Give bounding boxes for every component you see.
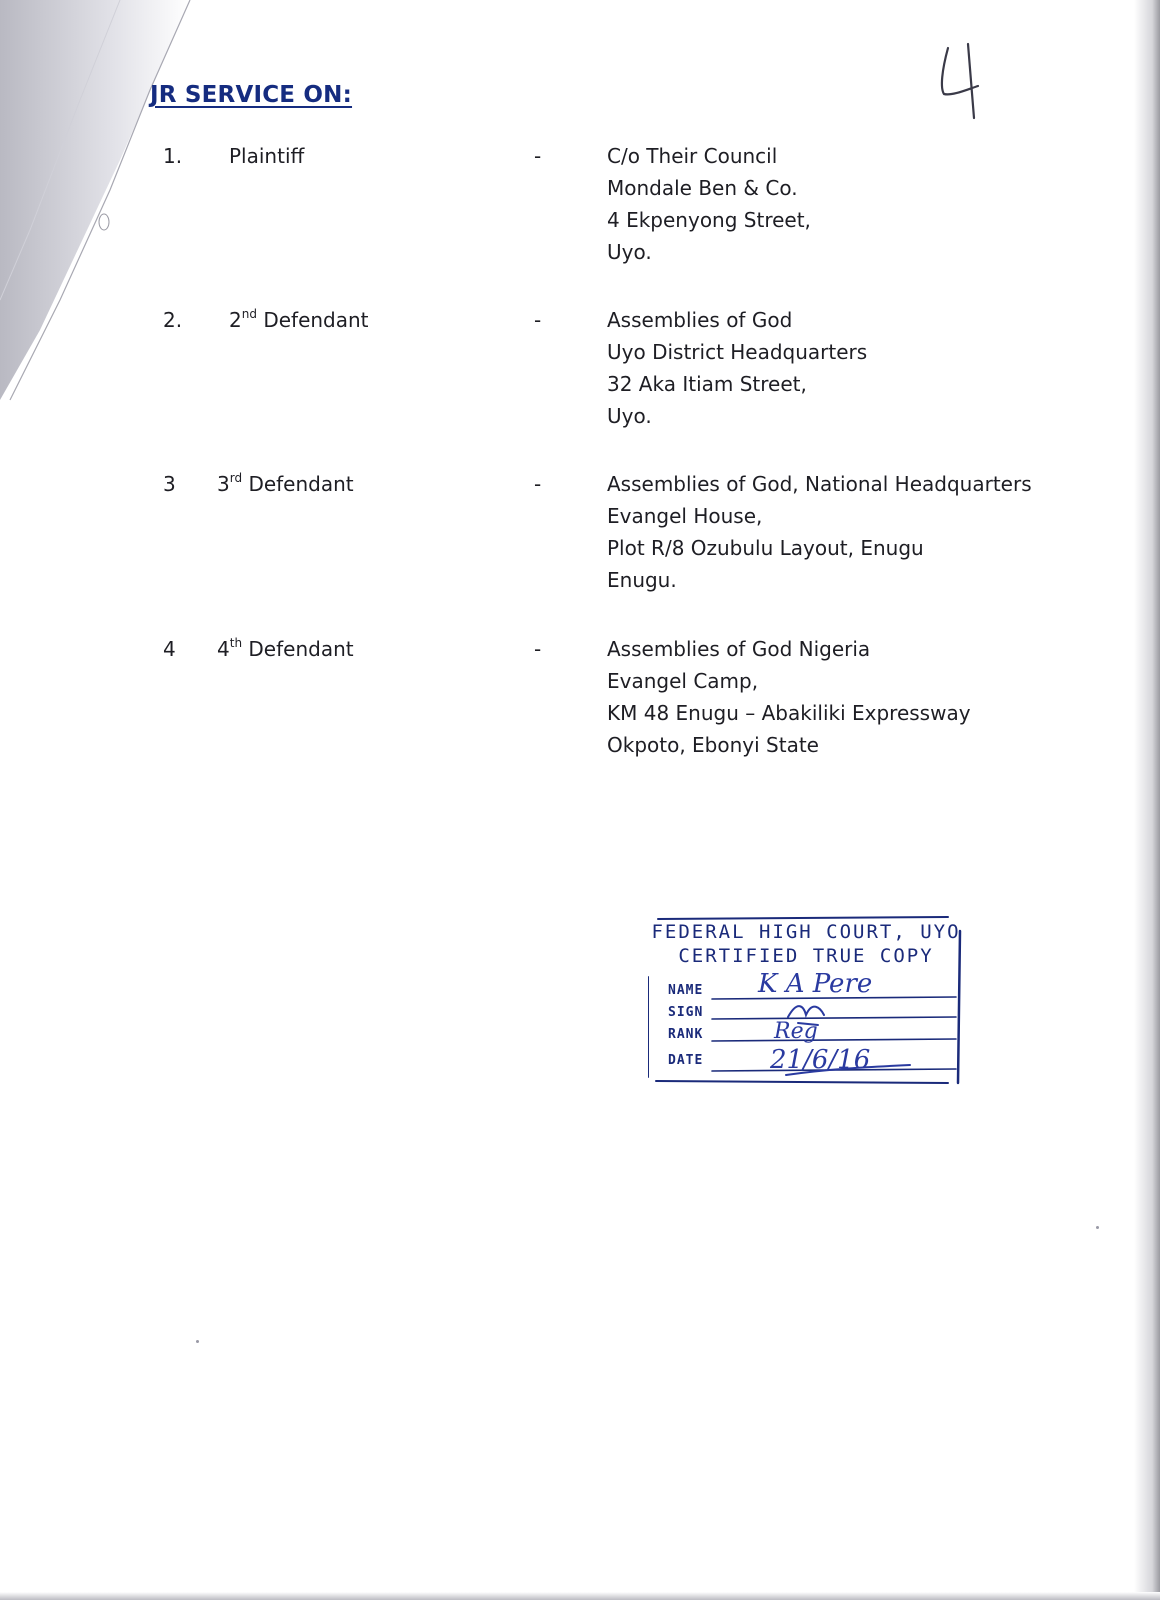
scan-fold-shadow (0, 0, 220, 420)
party-label: Plaintiff (229, 144, 305, 168)
address-line: Assemblies of God (607, 308, 793, 332)
scan-speck (196, 1340, 199, 1343)
stamp-line-court: FEDERAL HIGH COURT, UYO (651, 921, 961, 943)
scan-bottom-edge (0, 1592, 1160, 1600)
address-line: Plot R/8 Ozubulu Layout, Enugu (607, 536, 924, 560)
address-line: KM 48 Enugu – Abakiliki Expressway (607, 701, 971, 725)
entry-number: 2. (163, 308, 183, 332)
party-label: 4th Defendant (217, 636, 354, 661)
entry-dash: - (534, 637, 542, 661)
party-label: 3rd Defendant (217, 471, 354, 496)
address-block (607, 140, 811, 268)
address-line: Mondale Ben & Co. (607, 176, 798, 200)
stamp-line-certified: CERTIFIED TRUE COPY (678, 945, 934, 967)
address-line: Evangel Camp, (607, 669, 759, 693)
stamp-rank-value: Reg (774, 1019, 818, 1044)
certified-copy-stamp (648, 915, 964, 1085)
entry-number: 1. (163, 144, 183, 168)
stamp-name-signature: K A Pere (758, 969, 873, 999)
address-line: 32 Aka Itiam Street, (607, 372, 807, 396)
stamp-label-date: DATE (668, 1053, 704, 1068)
entry-dash: - (534, 308, 542, 332)
address-block (607, 468, 1032, 596)
address-line: Uyo District Headquarters (607, 340, 868, 364)
service-heading: JR SERVICE ON: (150, 82, 353, 108)
party-label: 2nd Defendant (229, 307, 369, 332)
entry-dash: - (534, 472, 542, 496)
address-block (607, 304, 867, 432)
address-line: Uyo. (607, 240, 652, 264)
address-line: Assemblies of God Nigeria (607, 637, 871, 661)
scan-speck (1096, 1226, 1099, 1229)
stamp-label-rank: RANK (668, 1027, 704, 1042)
scan-right-edge (1134, 0, 1160, 1600)
handwritten-page-number (930, 40, 990, 120)
entry-number: 3 (163, 472, 176, 496)
address-line: Enugu. (607, 568, 677, 592)
address-line: Uyo. (607, 404, 652, 428)
address-line: 4 Ekpenyong Street, (607, 208, 811, 232)
address-line: Assemblies of God, National Headquarters (607, 472, 1032, 496)
address-line: C/o Their Council (607, 144, 778, 168)
address-line: Evangel House, (607, 504, 763, 528)
entry-number: 4 (163, 637, 176, 661)
stamp-label-sign: SIGN (668, 1005, 704, 1020)
stamp-label-name: NAME (668, 983, 704, 998)
stamp-date-value: 21/6/16 (770, 1045, 871, 1075)
address-block (607, 633, 971, 761)
entry-dash: - (534, 144, 542, 168)
address-line: Okpoto, Ebonyi State (607, 733, 819, 757)
